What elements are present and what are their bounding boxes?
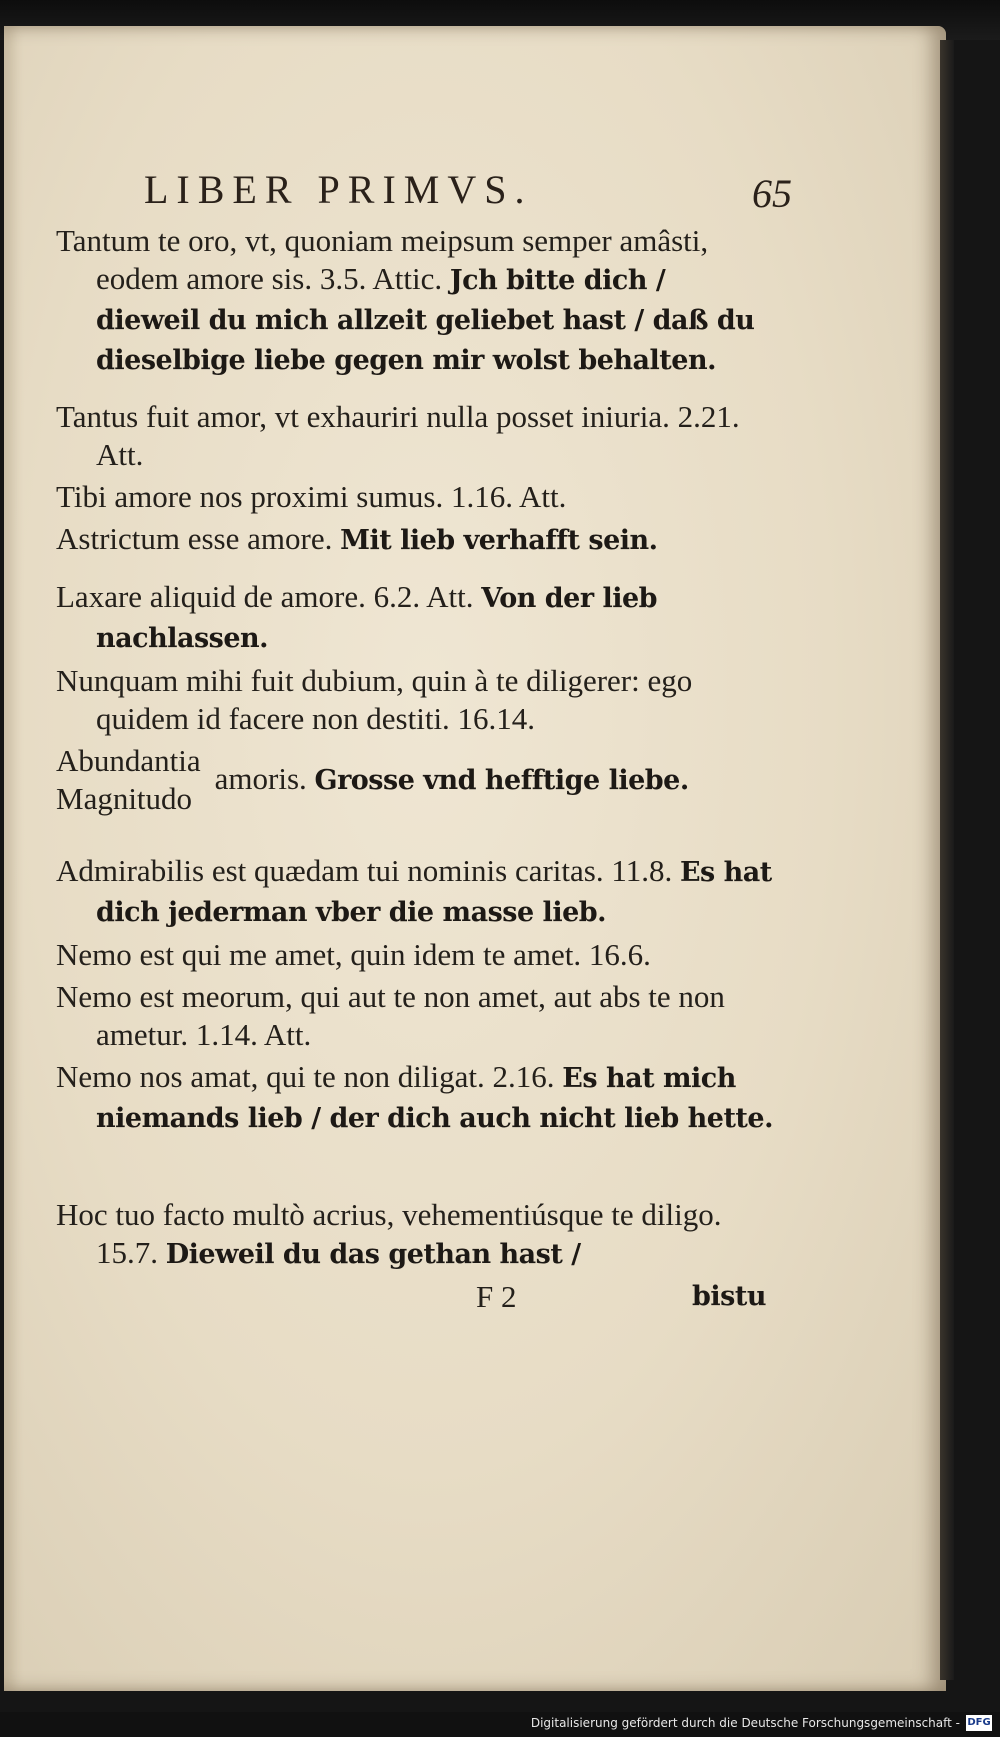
entry-latin: Hoc tuo facto multò acrius, vehementiúsque te diligo. 15.7. [56,1197,722,1270]
book-page [4,26,946,1691]
entry-latin: Tantum te oro, vt, quoniam meipsum semper amâsti, eodem amore sis. 3.5. Attic. [56,223,709,296]
entry-latin: Tantus fuit amor, vt exhauriri nulla posset iniuria. 2.21. Att. [56,399,740,472]
entry-8 [56,852,776,932]
signature-mark: F 2 [476,1279,517,1314]
entry-4 [56,520,776,560]
entry-7 [56,742,776,818]
entry-1 [56,222,776,380]
entry-latin: Nemo nos amat, qui te non diligat. 2.16. [56,1059,555,1094]
entry-latin: amoris. [214,761,307,796]
entry-latin: Nunquam mihi fuit dubium, quin à te diligerer: ego quidem id facere non destiti. 16.14. [56,663,693,736]
entry-12 [56,1196,776,1274]
dfg-logo: DFG [966,1715,992,1731]
entry-2 [56,398,776,474]
credit-text: Digitalisierung gefördert durch die Deutsche Forschungsgemeinschaft - [530,1716,960,1730]
entry-latin: Astrictum esse amore. [56,521,333,556]
entry-10 [56,978,776,1054]
entry-latin: Nemo est qui me amet, quin idem te amet. 16.6. [56,937,651,972]
credit-bar [0,1712,1000,1737]
text-block [56,222,776,1316]
entry-6 [56,662,776,738]
brace-word: Magnitudo [56,781,193,816]
entry-latin: Nemo est meorum, qui aut te non amet, aut abs te non ametur. 1.14. Att. [56,979,725,1052]
entry-11 [56,1058,776,1138]
entry-latin: Admirabilis est quædam tui nominis caritas. 11.8. [56,853,673,888]
running-title: LIBER PRIMVS. [144,167,533,212]
entry-latin: Tibi amore nos proximi sumus. 1.16. Att. [56,479,567,514]
entry-3 [56,478,776,516]
page-edge [940,40,954,1680]
page-footer [56,1278,776,1316]
catchword: bistu [692,1281,766,1312]
entry-german: Dieweil du das gethan hast / [165,1239,581,1270]
entry-german: Mit lieb verhafft sein. [340,525,658,556]
entry-5 [56,578,776,658]
entry-9 [56,936,776,974]
brace-word: Abundantia [56,743,201,778]
entry-german: Es hat dich jederman vber die masse lieb. [96,857,772,928]
entry-german: Jch bitte dich / dieweil du mich allzeit geliebet hast / daß du dieselbige liebe gegen mir wolst behalten. [96,265,755,376]
brace-words [56,742,201,818]
entry-latin: Laxare aliquid de amore. 6.2. Att. [56,579,474,614]
entry-german: Es hat mich niemands lieb / der dich auch nicht lieb hette. [96,1063,773,1134]
page-header [144,166,804,216]
entry-german: Grosse vnd hefftige liebe. [314,765,689,796]
entry-german: Von der lieb nachlassen. [96,583,658,654]
page-number: 65 [752,171,792,216]
